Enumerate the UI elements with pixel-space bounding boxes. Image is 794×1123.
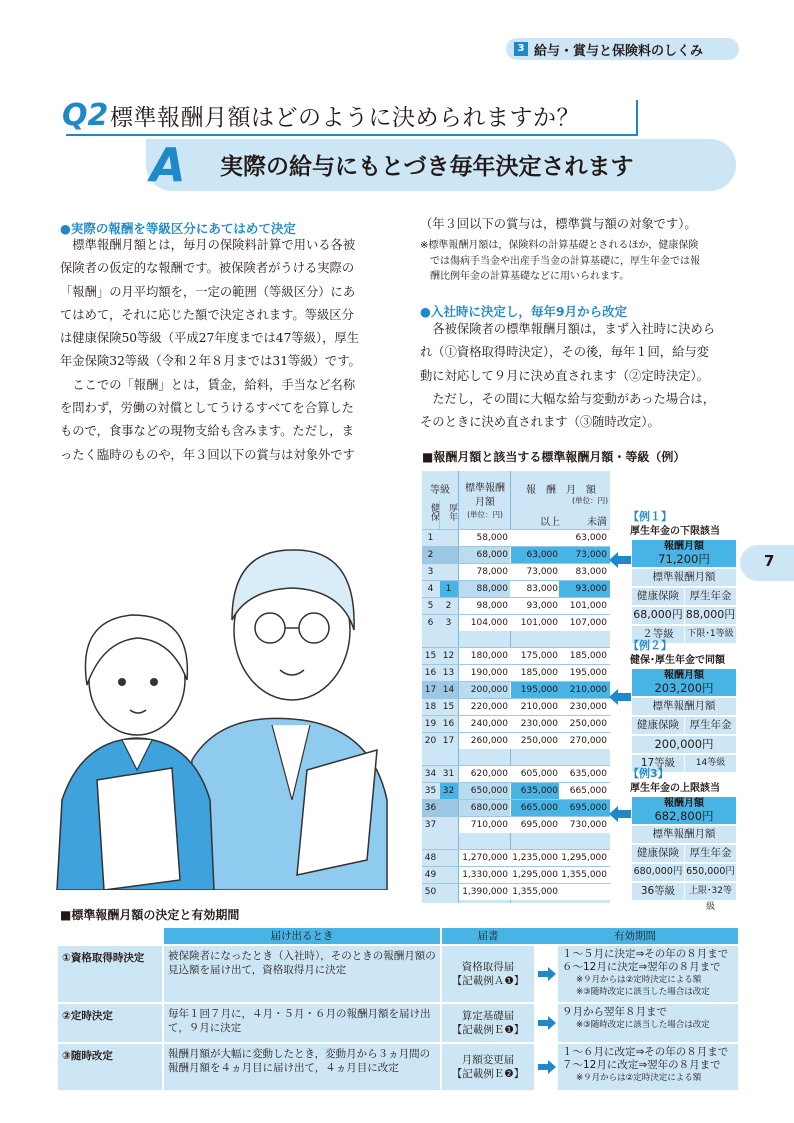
table-cell: 2: [445, 601, 452, 611]
text-line: ここでの「報酬」とは，賃金，給料，手当など名称: [60, 377, 356, 392]
table-cell: 15: [442, 702, 455, 712]
text-line: そのときに決め直されます（③随時改定）。: [420, 415, 660, 430]
table-row: [422, 866, 610, 883]
table-cell: 710,000: [470, 820, 508, 830]
table-row: [422, 765, 610, 782]
table-cell: 98,000: [476, 601, 508, 611]
table-cell: 3: [427, 567, 434, 577]
th-std: 標準報酬: [465, 483, 505, 494]
kounen-value: 650,000円: [685, 864, 736, 881]
chapter-title: 給与・賞与と保険料のしくみ: [534, 43, 704, 59]
table-cell: 250,000: [520, 736, 558, 746]
th-kenpo: 健保: [429, 503, 439, 521]
table-cell: 63,000: [526, 550, 558, 560]
row-when: 毎年１回７月に，４月・５月・６月の報酬月額を届け出て，９月に決定: [168, 1008, 431, 1034]
text-line: 「報酬」の月平均額を，一定の範囲（等級区分）にあ: [60, 284, 356, 299]
standard-pay-table: [422, 471, 610, 903]
right-heading: ●入社時に決定し，毎年9月から改定: [420, 304, 628, 319]
page-number: 7: [764, 552, 775, 570]
answer-title: 実際の給与にもとづき毎年決定されます: [220, 154, 634, 180]
row-name: ②定時決定: [62, 1010, 113, 1022]
table-row: [422, 732, 610, 749]
kounen-label: 厚生年金: [685, 588, 736, 605]
left-heading: ●実際の報酬を等級区分にあてはめて決定: [60, 221, 296, 236]
kenpo-grade: 36等級: [632, 883, 684, 900]
kenpo-label: 健康保険: [632, 588, 684, 605]
row-ref: 【記載例Ｅ❷】: [451, 1068, 525, 1080]
table-cell: 620,000: [470, 769, 508, 779]
kounen-label: 厚生年金: [685, 845, 736, 862]
table-cell: 1: [445, 584, 452, 594]
table-cell: 635,000: [569, 769, 607, 779]
table-cell: 93,000: [575, 584, 607, 594]
table-cell: 50: [424, 887, 437, 897]
note-line: 酬比例年金の計算基礎などに用いられます。: [420, 271, 630, 282]
table-row: [422, 849, 610, 866]
table-cell: 15: [424, 651, 437, 661]
table-cell: 695,000: [520, 820, 558, 830]
arrow-right-icon: [538, 1060, 556, 1074]
table-cell: 19: [424, 719, 437, 729]
arrow-left-icon: [609, 689, 631, 705]
table-row: [422, 580, 610, 597]
table-cell: 12: [442, 651, 455, 661]
table-row: [422, 647, 610, 664]
pay-value: 71,200円: [632, 552, 736, 567]
bottom-title: ■標準報酬月額の決定と有効期間: [60, 908, 240, 922]
table-cell: 101,000: [520, 618, 558, 628]
example-label: 【例２】: [628, 639, 672, 652]
th-period: 有効期間: [532, 928, 738, 944]
table-row: [422, 799, 610, 816]
th-pay: 報 酬 月 額: [526, 485, 596, 496]
example-desc: 厚生年金の上限該当: [630, 783, 720, 794]
table-cell: 1,330,000: [462, 870, 508, 880]
table-cell: 1: [427, 533, 434, 543]
text-line: を問わず，労働の対償としてうけるすべてを合算した: [60, 401, 354, 416]
table-cell: 107,000: [569, 618, 607, 628]
table-row: [422, 816, 610, 833]
table-row: [422, 614, 610, 631]
table-row: [422, 715, 610, 732]
chapter-tab: [506, 38, 739, 60]
text-line: もので，食事などの現物支給も含みます。ただし，ま: [60, 424, 354, 439]
table-cell: 32: [442, 786, 455, 796]
table-cell: 1,355,000: [512, 887, 558, 897]
table-cell: 83,000: [526, 584, 558, 594]
th-unit1: (単位：円): [467, 510, 503, 519]
table-row: [422, 563, 610, 580]
table-cell: 260,000: [470, 736, 508, 746]
table-cell: 68,000: [476, 550, 508, 560]
table-cell: 635,000: [520, 786, 558, 796]
table-cell: 5: [427, 601, 434, 611]
text-line: てはめて，それに応じた額で決定されます。等級区分: [60, 307, 354, 322]
right-note: [420, 238, 742, 285]
table-cell: 37: [424, 820, 437, 830]
th-grade: 等級: [430, 485, 450, 496]
table-cell: 1,295,000: [561, 853, 607, 863]
table-cell: 63,000: [575, 533, 607, 543]
period-note: ※③随時改定に該当した場合は改定: [576, 1020, 710, 1030]
table-cell: 230,000: [569, 702, 607, 712]
row-name: ③随時改定: [62, 1050, 113, 1062]
kenpo-grade: 17等級: [632, 755, 684, 772]
table-row: [422, 664, 610, 681]
table-cell: 13: [442, 668, 455, 678]
th-miman: 未満: [587, 517, 607, 528]
th-unit2: (単位：円): [572, 496, 608, 505]
arrow-right-icon: [538, 967, 556, 981]
table-row: [422, 698, 610, 715]
illustration-teacher-student: [42, 470, 392, 890]
table-cell: 665,000: [569, 786, 607, 796]
example-desc: 厚生年金の下限該当: [630, 526, 720, 537]
kenpo-label: 健康保険: [632, 717, 684, 734]
th-kounen: 厚年: [447, 503, 457, 521]
kounen-grade: 上限･32等級: [685, 883, 736, 900]
table-cell: 34: [424, 769, 437, 779]
table-cell: 35: [424, 786, 437, 796]
pay-value: 203,200円: [632, 681, 736, 696]
kounen-grade: 14等級: [685, 755, 736, 772]
right-line0: （年３回以下の賞与は，標準賞与額の対象です）。: [420, 217, 697, 231]
table-cell: 6: [427, 618, 434, 628]
table-cell: 1,235,000: [512, 853, 558, 863]
table-cell: 680,000: [470, 803, 508, 813]
table-cell: 18: [424, 702, 437, 712]
table-cell: 73,000: [575, 550, 607, 560]
table-cell: 36: [424, 803, 437, 813]
table-cell: 210,000: [569, 685, 607, 695]
table-cell: 88,000: [476, 584, 508, 594]
table-cell: 2: [427, 550, 434, 560]
table-cell: 210,000: [520, 702, 558, 712]
table-cell: 270,000: [569, 736, 607, 746]
table-cell: 49: [424, 870, 437, 880]
period-note: ※③随時改定に該当した場合は改定: [576, 987, 710, 997]
kenpo-grade: ２等級: [632, 626, 684, 643]
table-cell: 185,000: [569, 651, 607, 661]
table-cell: 175,000: [520, 651, 558, 661]
table-cell: 104,000: [470, 618, 508, 628]
table-row: [422, 529, 610, 546]
text-line: ただし，その間に大幅な給与変動があった場合は，: [420, 391, 716, 406]
answer-mark: A: [150, 138, 186, 192]
table-cell: 14: [442, 685, 455, 695]
table-cell: 58,000: [476, 533, 508, 543]
kounen-label: 厚生年金: [685, 717, 736, 734]
pay-value: 682,800円: [632, 809, 736, 824]
row-form: 資格取得届: [461, 961, 515, 973]
period-line: １～５月に決定⇒その年の８月まで: [562, 948, 729, 960]
table-cell: 650,000: [470, 786, 508, 796]
text-line: 保険者の仮定的な報酬です。被保険者がうける実際の: [60, 261, 355, 276]
table-cell: 17: [424, 685, 437, 695]
text-line: 各被保険者の標準報酬月額は，まず入社時に決めら: [420, 322, 716, 336]
table-cell: 17: [442, 736, 455, 746]
table-cell: 195,000: [520, 685, 558, 695]
example-label: 【例3】: [628, 767, 669, 780]
table-cell: 180,000: [470, 651, 508, 661]
period-line: １～６月に改定⇒その年の８月まで: [562, 1046, 729, 1058]
period-line: ９月から翌年８月まで: [562, 1006, 667, 1018]
table-row: [422, 597, 610, 614]
table-title: ■報酬月額と該当する標準報酬月額・等級（例）: [422, 450, 686, 464]
table-cell: 16: [424, 668, 437, 678]
table-cell: 31: [442, 769, 455, 779]
header-divider: [439, 501, 440, 529]
th-when: 届け出るとき: [164, 928, 440, 944]
row-form: 算定基礎届: [461, 1010, 515, 1022]
table-cell: 605,000: [520, 769, 558, 779]
period-line: ７～12月に改定⇒翌年の８月まで: [562, 1059, 721, 1071]
arrow-left-icon: [609, 806, 631, 822]
table-cell: 200,000: [470, 685, 508, 695]
th-ijo: 以上: [540, 517, 560, 528]
question-mark: Q2: [62, 98, 109, 133]
example-desc: 健保･厚生年金で同額: [630, 655, 725, 666]
right-paragraph: [420, 318, 742, 434]
table-cell: 190,000: [470, 668, 508, 678]
kenpo-value: 68,000円: [632, 607, 684, 624]
table-cell: 16: [442, 719, 455, 729]
text-line: 年金保険32等級（令和２年８月までは31等級）です。: [60, 354, 361, 369]
table-cell: 3: [445, 618, 452, 628]
question-corner: [636, 100, 638, 136]
arrow-left-icon: [609, 552, 631, 568]
table-cell: 101,000: [569, 601, 607, 611]
row-ref: 【記載例Ａ❶】: [451, 975, 525, 987]
table-cell: 220,000: [470, 702, 508, 712]
table-row: [422, 546, 610, 563]
row-ref: 【記載例Ｅ❶】: [451, 1024, 525, 1036]
note-line: ※標準報酬月額は，保険料の計算基礎とされるほか，健康保険: [420, 240, 699, 251]
row-form: 月額変更届: [461, 1054, 515, 1066]
table-cell: 195,000: [569, 668, 607, 678]
example-label: 【例１】: [628, 510, 672, 523]
kenpo-value: 680,000円: [632, 864, 684, 881]
left-paragraph: [60, 234, 382, 467]
table-row: [422, 782, 610, 799]
table-cell: 48: [424, 853, 437, 863]
pay-label: 報酬月額: [632, 669, 736, 683]
kounen-value: 88,000円: [685, 607, 736, 624]
table-cell: 1,270,000: [462, 853, 508, 863]
table-cell: 1,295,000: [512, 870, 558, 880]
std-label: 標準報酬月額: [632, 826, 736, 843]
table-cell: 695,000: [569, 803, 607, 813]
text-line: ったく臨時のものや，年３回以下の賞与は対象外です: [60, 447, 355, 462]
table-cell: 185,000: [520, 668, 558, 678]
table-cell: 78,000: [476, 567, 508, 577]
chapter-number: 3: [514, 42, 528, 56]
period-line: ６～12月に決定⇒翌年の８月まで: [562, 961, 721, 973]
th-form: 届書: [442, 928, 534, 944]
question-title: 標準報酬月額はどのように決められますか？: [110, 105, 580, 131]
arrow-right-icon: [538, 1016, 556, 1030]
std-label: 標準報酬月額: [632, 698, 736, 715]
question-underline: [66, 134, 638, 136]
kounen-grade: 下限･1等級: [685, 626, 736, 643]
std-value-both: 200,000円: [632, 736, 736, 753]
row-when: 被保険者になったとき（入社時），そのときの報酬月額の見込額を届け出て，資格取得月に決定: [168, 950, 436, 976]
table-row: [422, 681, 610, 698]
kenpo-label: 健康保険: [632, 845, 684, 862]
period-note: ※９月からは②定時決定による額: [576, 1073, 702, 1083]
table-row: [422, 883, 610, 900]
table-cell: 20: [424, 736, 437, 746]
table-cell: 240,000: [470, 719, 508, 729]
table-cell: 230,000: [520, 719, 558, 729]
table-cell: 250,000: [569, 719, 607, 729]
table-cell: 665,000: [520, 803, 558, 813]
table-cell: 93,000: [526, 601, 558, 611]
std-label: 標準報酬月額: [632, 569, 736, 586]
table-cell: 1,355,000: [561, 870, 607, 880]
period-note: ※９月からは②定時決定による額: [576, 975, 702, 985]
th-std2: 月額: [475, 497, 495, 508]
table-cell: 4: [427, 584, 434, 594]
text-line: 動に対応して９月に決め直されます（②定時決定）。: [420, 368, 709, 383]
text-line: は健康保険50等級（平成27年度までは47等級），厚生: [60, 331, 360, 346]
row-when: 報酬月額が大幅に変動したとき，変動月から３ヵ月間の報酬月額を４ヵ月目に届け出て，４ヵ月目に改定: [168, 1048, 431, 1074]
table-cell: 730,000: [569, 820, 607, 830]
table-cell: 73,000: [526, 567, 558, 577]
decision-table: [58, 928, 738, 1088]
text-line: 標準報酬月額とは，毎月の保険料計算で用いる各被: [60, 238, 356, 252]
note-line: では傷病手当金や出産手当金の計算基礎に，厚生年金では報: [420, 255, 700, 267]
row-name: ①資格取得時決定: [62, 952, 145, 964]
table-cell: 83,000: [575, 567, 607, 577]
table-cell: 1,390,000: [462, 887, 508, 897]
pay-label: 報酬月額: [632, 797, 736, 811]
pay-label: 報酬月額: [632, 540, 736, 554]
text-line: れ（①資格取得時決定），その後，毎年１回，給与変: [420, 345, 709, 360]
